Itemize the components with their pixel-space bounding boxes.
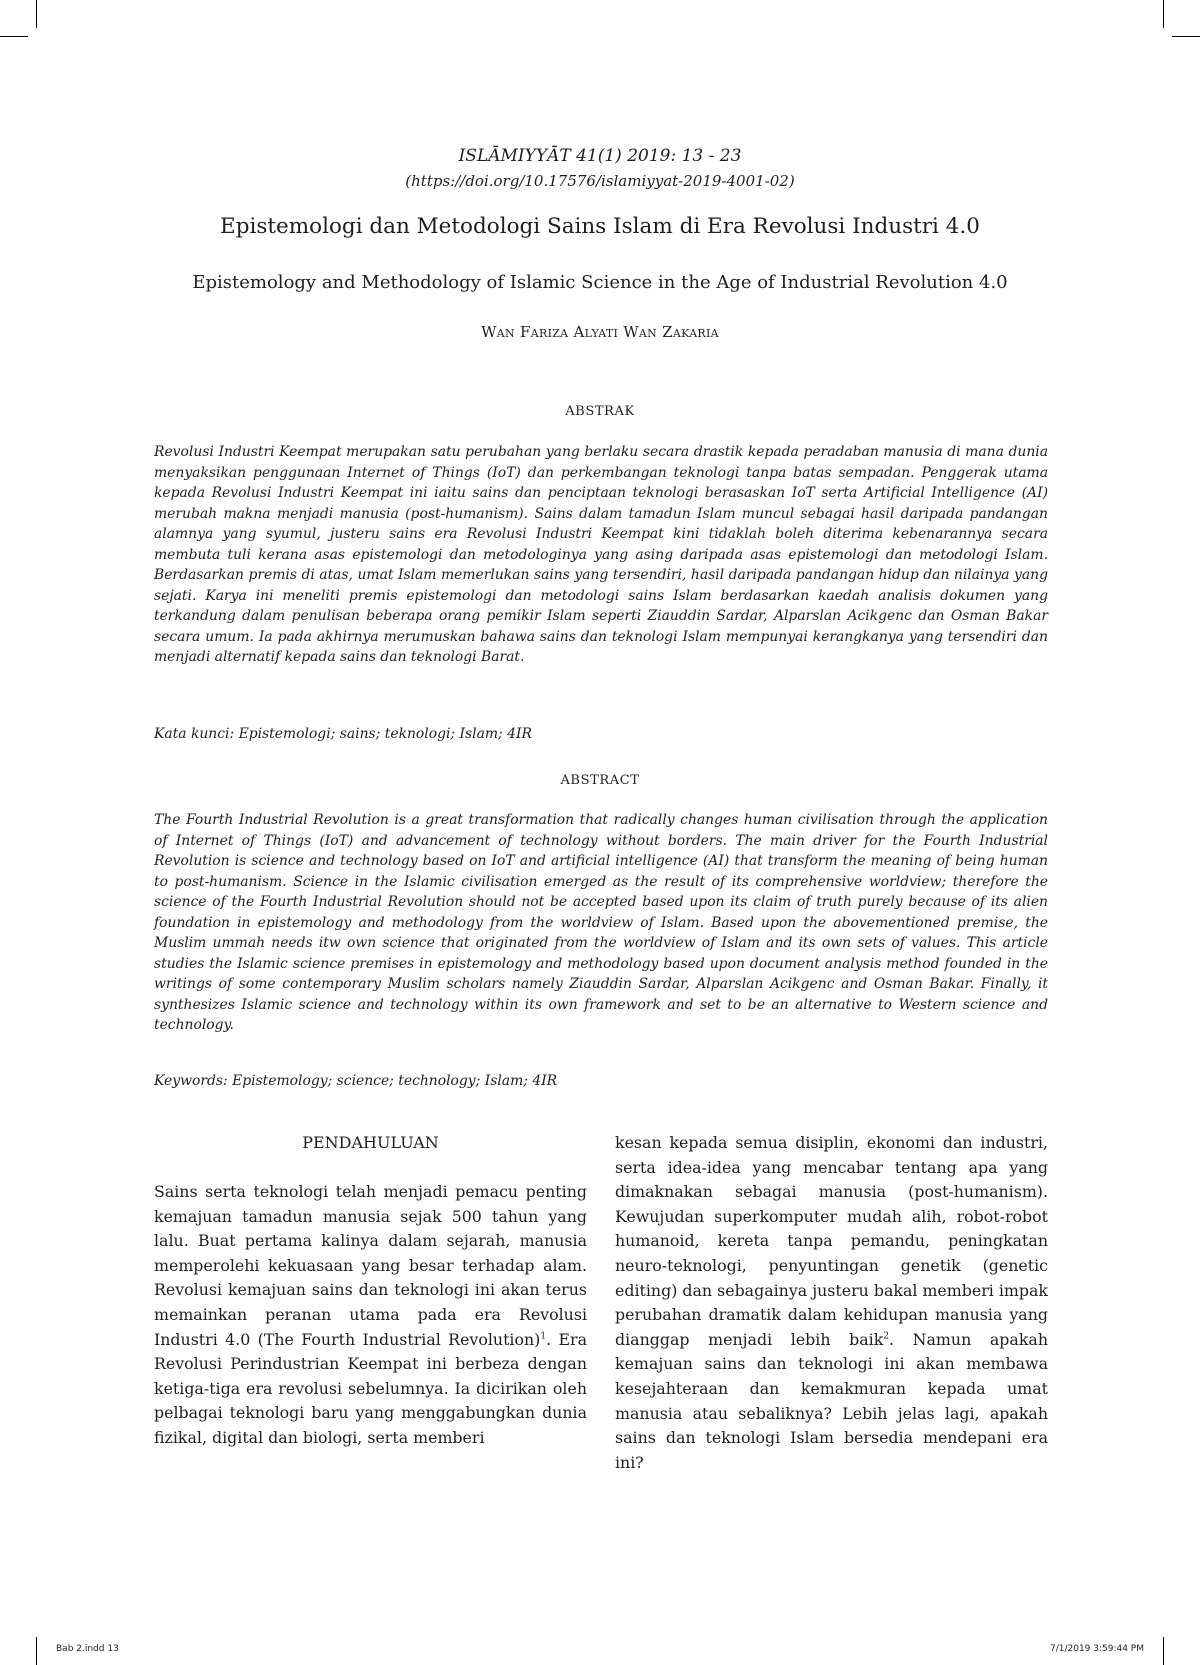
body-text: Sains serta teknologi telah menjadi pemacu penting kemajuan tamadun manusia sejak 500 tahun yang lalu. Buat pertama kalinya dalam sejarah, manusia memperolehi kekuasaan yang besar terhadap alam. Revolusi kemajuan sains dan teknologi ini akan terus memainkan peranan utama pada era Revolusi Industri 4.0 (The Fourth Industrial Revolution) <box>154 1182 587 1349</box>
body-column-right <box>615 1131 1048 1475</box>
paper-title-malay: Epistemologi dan Metodologi Sains Islam di Era Revolusi Industri 4.0 <box>220 214 980 239</box>
author-name: Wan Fariza Alyati Wan Zakaria <box>481 323 719 341</box>
crop-mark-tr-h <box>1172 36 1200 37</box>
body-text: kesan kepada semua disiplin, ekonomi dan industri, serta idea-idea yang mencabar tentang apa yang dimaknakan sebagai manusia (post-humanism). Kewujudan superkomputer mudah alih, robot-robot humanoid, kereta tanpa pemandu, peningkatan neuro-teknologi, penyuntingan genetik (genetic editing) dan sebagainya justeru bakal memberi impak perubahan dramatik dalam kehidupan manusia yang dianggap menjadi lebih baik <box>615 1133 1048 1349</box>
crop-mark-tl-h <box>0 36 28 37</box>
crop-mark-bl-v <box>36 1637 37 1665</box>
print-slug-left: Bab 2.indd 13 <box>56 1644 119 1654</box>
keywords: Keywords: Epistemology; science; technology; Islam; 4IR <box>154 1073 558 1089</box>
print-slug-right: 7/1/2019 3:59:44 PM <box>1049 1644 1144 1654</box>
abstract-body: The Fourth Industrial Revolution is a great transformation that radically changes human civilisation through the application of Internet of Things (IoT) and advancement of technology without borders. The main driver for the Fourth Industrial Revolution is science and technology based on IoT and artificial intelligence (AI) that transform the meaning of being human to post-humanism. Science in the Islamic civilisation emerged as the result of its comprehensive worldview; therefore the science of the Fourth Industrial Revolution should not be accepted based upon its claim of truth purely because of its alien foundation in epistemology and methodology from the worldview of Islam. Based upon the abovementioned premise, the Muslim ummah needs itw own science that originated from the worldview of Islam and its own sets of values. This article studies the Islamic science premises in epistemology and methodology based upon document analysis method founded in the writings of some contemporary Muslim scholars namely Ziauddin Sardar, Alparslan Acikgenc and Osman Bakar. Finally, it synthesizes Islamic science and technology within its own framework and set to be an alternative to Western science and technology. <box>154 812 1048 1033</box>
crop-mark-tl-v <box>36 0 37 28</box>
body-column-left <box>154 1180 587 1451</box>
kata-kunci: Kata kunci: Epistemologi; sains; teknologi; Islam; 4IR <box>154 726 532 742</box>
abstrak-body: Revolusi Industri Keempat merupakan satu perubahan yang berlaku secara drastik kepada peradaban manusia di mana dunia menyaksikan penggunaan Internet of Things (IoT) dan perkembangan teknologi tanpa batas sempadan. Penggerak utama kepada Revolusi Industri Keempat ini iaitu sains dan penciptaan teknologi berasaskan IoT serta Artificial Intelligence (AI) merubah makna menjadi manusia (post-humanism). Sains dalam tamadun Islam muncul sebagai hasil daripada pandangan alamnya yang syumul, justeru sains era Revolusi Industri Keempat kini tidaklah boleh diterima kebenarannya secara membuta tuli kerana asas epistemologi dan metodologinya yang asing daripada asas epistemologi dan metodologi Islam. Berdasarkan premis di atas, umat Islam memerlukan sains yang tersendiri, hasil daripada pandangan hidup dan nilainya yang sejati. Karya ini meneliti premis epistemologi dan metodologi sains Islam berdasarkan kaedah analisis dokumen yang terkandung dalam penulisan beberapa orang pemikir Islam seperti Ziauddin Sardar, Alparslan Acikgenc dan Osman Bakar secara umum. Ia pada akhirnya merumuskan bahawa sains dan teknologi Islam mempunyai kerangkanya yang tersendiri dan menjadi alternatif kepada sains dan teknologi Barat. <box>154 444 1048 665</box>
journal-citation: ISLĀMIYYĀT 41(1) 2019: 13 - 23 <box>458 146 742 166</box>
abstrak-heading: ABSTRAK <box>565 404 635 419</box>
body-text: . Era Revolusi Perindustrian Keempat ini berbeza dengan ketiga-tiga era revolusi sebelumnya. Ia dicirikan oleh pelbagai teknologi baru yang menggabungkan dunia fizikal, digital dan biologi, serta memberi <box>154 1329 587 1447</box>
crop-mark-br-v <box>1163 1637 1164 1665</box>
paper-title-english: Epistemology and Methodology of Islamic Science in the Age of Industrial Revolution 4.0 <box>192 272 1008 293</box>
abstract-heading: ABSTRACT <box>560 773 640 788</box>
footnote-ref-2[interactable]: 2 <box>883 1331 890 1342</box>
section-heading-pendahuluan: PENDAHULUAN <box>302 1133 439 1152</box>
crop-mark-tr-v <box>1163 0 1164 28</box>
footnote-ref-1[interactable]: 1 <box>540 1331 547 1342</box>
doi-link[interactable]: (https://doi.org/10.17576/islamiyyat-2019-4001-02) <box>405 172 795 190</box>
body-text: . Namun apakah kemajuan sains dan teknologi ini akan membawa kesejahteraan dan kemakmuran kepada umat manusia atau sebaliknya? Lebih jelas lagi, apakah sains dan teknologi Islam bersedia mendepani era ini? <box>615 1329 1048 1472</box>
